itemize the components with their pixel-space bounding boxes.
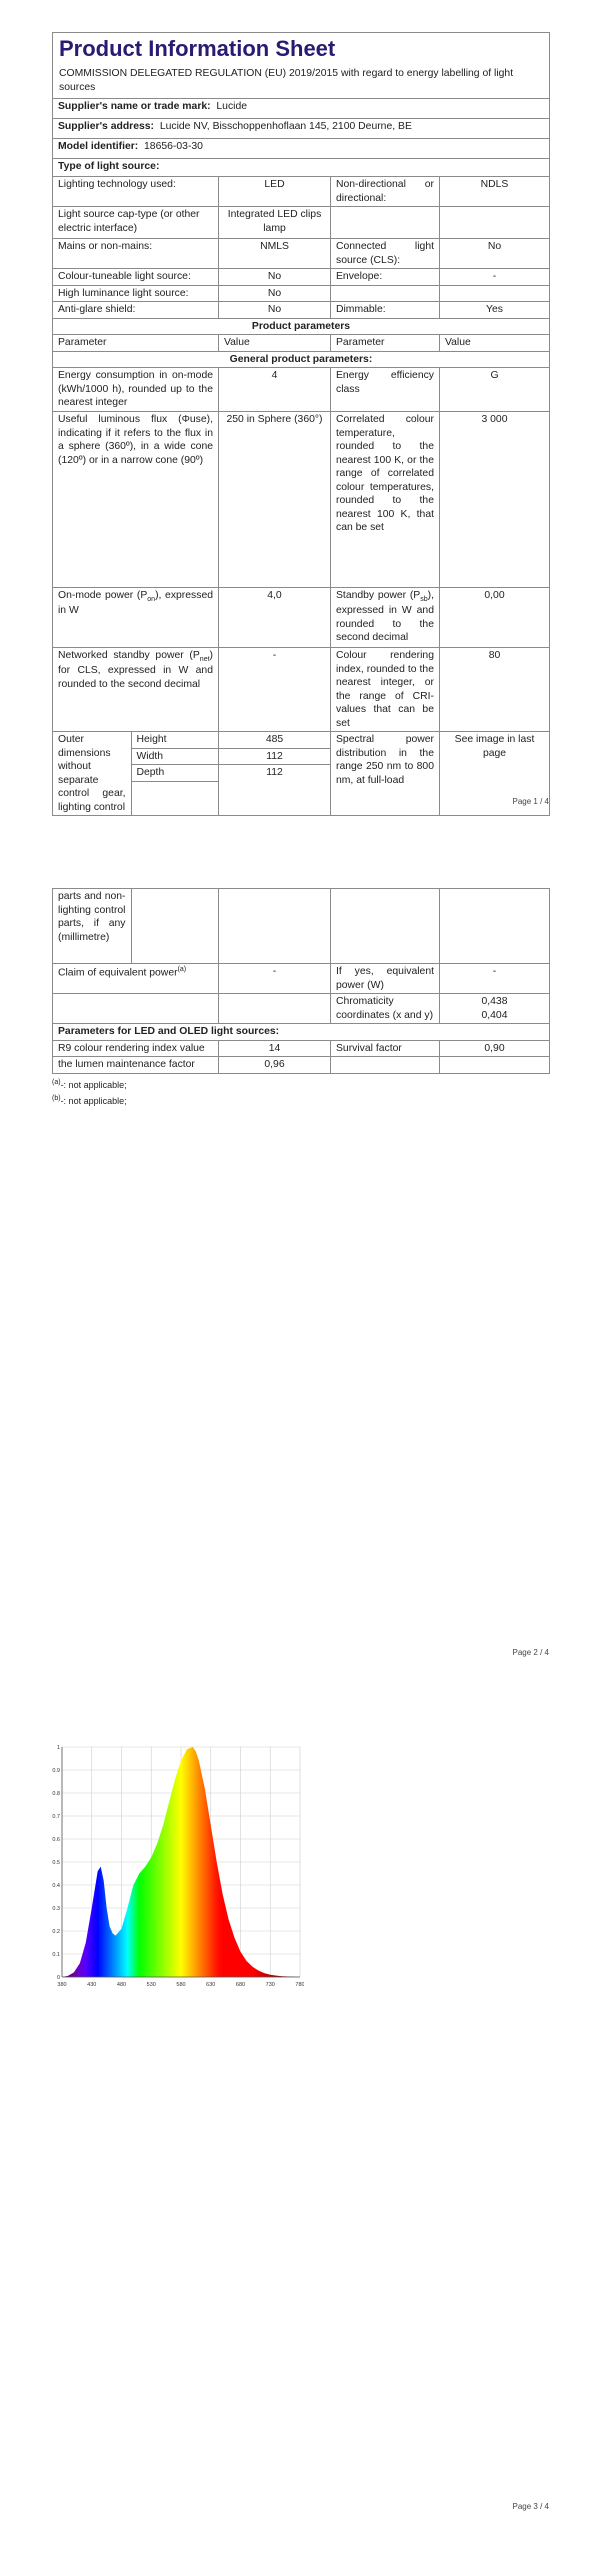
y-tick-label: 0.1 — [52, 1952, 60, 1958]
spectrum-point — [121, 1928, 122, 1929]
lumen-maintenance-value: 0,96 — [219, 1057, 331, 1074]
param-value: 3 000 — [440, 412, 550, 588]
spectrum-point — [181, 1760, 182, 1761]
y-tick-label: 0.2 — [52, 1929, 60, 1935]
dimensions-label: Outer dimensions without separate control gear, lighting control — [53, 732, 131, 815]
spectrum-point — [106, 1908, 107, 1909]
type-label: Mains or non-mains: — [53, 239, 219, 269]
x-tick-label: 430 — [87, 1982, 97, 1988]
empty-cell — [331, 1057, 440, 1074]
empty-cell — [219, 994, 331, 1024]
footnotes — [52, 1076, 549, 1108]
spectrum-point — [187, 1749, 188, 1750]
spectrum-point — [276, 1975, 277, 1976]
empty-cell — [440, 889, 550, 964]
dimension-value: 112 — [219, 748, 330, 765]
empty-cell — [440, 1057, 550, 1074]
dimension-value: 485 — [219, 732, 330, 748]
param-value: 4,0 — [219, 588, 331, 648]
spectrum-point — [228, 1919, 229, 1920]
dimension-value: 112 — [266, 767, 283, 779]
param-label: Networked standby power $(P_{net})$ for CLS, expressed in W and rounded to the second decimal — [53, 648, 219, 732]
spectrum-point — [175, 1779, 176, 1780]
chromaticity-value — [440, 994, 550, 1024]
dimension-name: Height — [131, 732, 218, 748]
y-tick-label: 0.6 — [52, 1837, 60, 1843]
claim-label: Claim of equivalent power$^{(a)}$ — [53, 964, 219, 994]
page-footer: Page 3 / 4 — [512, 2502, 549, 2511]
type-value: No — [219, 285, 331, 302]
column-header: Parameter — [53, 335, 219, 352]
empty-cell — [331, 207, 440, 239]
page-2 — [52, 888, 549, 1108]
title-block — [53, 33, 550, 99]
type-heading: Type of light source: — [53, 159, 550, 177]
general-parameters-heading: General product parameters: — [53, 351, 550, 368]
spectrum-point — [112, 1933, 113, 1934]
param-label: Useful luminous flux (Φuse), indicating if it refers to the flux in a sphere (360º), in a wide cone (120º) or in a narrow cone (90º) — [53, 412, 219, 588]
r9-value: 14 — [219, 1040, 331, 1057]
supplier-name-label: Supplier's name or trade mark: — [58, 101, 211, 112]
param-value: 0,00 — [440, 588, 550, 648]
x-tick-label: 580 — [176, 1982, 186, 1988]
type-label: Dimmable: — [331, 302, 440, 319]
spectrum-point — [282, 1976, 283, 1977]
spectrum-point — [216, 1862, 217, 1863]
param-label: Colour rendering index, rounded to the nearest integer, or the range of CRI-values that can be set — [331, 648, 440, 732]
spectrum-point — [195, 1751, 196, 1752]
spectrum-point — [103, 1880, 104, 1881]
dimensions-cell-continued — [53, 889, 219, 964]
spd-value: See image in last page — [440, 732, 550, 816]
y-tick-label: 0.9 — [52, 1768, 60, 1774]
param-label: On-mode power $(P_{on})$, expressed in W — [53, 588, 219, 648]
spectrum-point — [270, 1974, 271, 1975]
spectrum-point — [79, 1963, 80, 1964]
x-tick-label: 530 — [146, 1982, 156, 1988]
y-tick-label: 0.8 — [52, 1791, 60, 1797]
spectrum-point — [163, 1825, 164, 1826]
empty-cell — [440, 285, 550, 302]
param-label: Correlated colour temperature, rounded to the nearest 100 K, or the range of correlated colour temperatures, rounded to the nearest 100 K, that can be set — [331, 412, 440, 588]
column-header: Parameter — [331, 335, 440, 352]
type-value: NDLS — [440, 177, 550, 207]
supplier-name-value: Lucide — [216, 101, 248, 112]
empty-cell — [331, 889, 440, 964]
footnote: $^{(b)}$-: not applicable; — [52, 1094, 127, 1106]
spectrum-point — [109, 1926, 110, 1927]
supplier-address-value: Lucide NV, Bisschoppenhoflaan 145, 2100 Deurne, BE — [159, 121, 412, 132]
type-value: No — [219, 269, 331, 286]
spectrum-point — [193, 1747, 194, 1748]
equivalent-power-value: - — [440, 964, 550, 994]
spectrum-point — [258, 1970, 259, 1971]
type-value: No — [219, 302, 331, 319]
y-tick-label: 0.3 — [52, 1906, 60, 1912]
page-footer: Page 2 / 4 — [512, 1648, 549, 1657]
x-tick-label: 480 — [116, 1982, 127, 1988]
footnote: $^{(a)}$-: not applicable; — [52, 1078, 127, 1090]
param-label: Standby power $(P_{sb})$, expressed in W and rounded to the second decimal — [331, 588, 440, 648]
spectrum-point — [204, 1788, 205, 1789]
param-label: Energy efficiency class — [331, 368, 440, 412]
type-label: Connected light source (CLS): — [331, 239, 440, 269]
type-label: Non-directional or directional: — [331, 177, 440, 207]
spectrum-point — [210, 1825, 211, 1826]
y-tick-label: 0.7 — [52, 1814, 60, 1820]
model-label: Model identifier: — [58, 141, 139, 152]
survival-factor-value: 0,90 — [440, 1040, 550, 1057]
spectrum-point — [198, 1760, 199, 1761]
spd-label: Spectral power distribution in the range 250 nm to 800 nm, at full-load — [331, 732, 440, 816]
model-row — [53, 139, 550, 159]
spectrum-point — [169, 1802, 170, 1803]
param-value: 250 in Sphere (360°) — [219, 412, 331, 588]
type-label: Anti-glare shield: — [53, 302, 219, 319]
type-value: - — [440, 269, 550, 286]
y-tick-label: 1 — [56, 1745, 60, 1751]
type-label: Envelope: — [331, 269, 440, 286]
spectrum-point — [139, 1873, 140, 1874]
supplier-address-label: Supplier's address: — [58, 121, 155, 132]
param-label: Energy consumption in on-mode (kWh/1000 h), rounded up to the nearest integer — [53, 368, 219, 412]
type-value: Yes — [440, 302, 550, 319]
spectrum-point — [264, 1973, 265, 1974]
spectrum-point — [240, 1951, 241, 1952]
empty-cell — [53, 994, 219, 1024]
regulation-text: COMMISSION DELEGATED REGULATION (EU) 2019/2015 with regard to energy labelling of light sources — [59, 68, 514, 93]
led-parameters-heading: Parameters for LED and OLED light sources: — [53, 1024, 550, 1041]
empty-cell — [219, 889, 331, 964]
dimensions-label-continued: parts and non-lighting control parts, if any (millimetre) — [53, 889, 131, 963]
spectrum-point — [234, 1938, 235, 1939]
r9-label: R9 colour rendering index value — [53, 1040, 219, 1057]
spectrum-point — [100, 1866, 101, 1867]
spectrum-point — [91, 1908, 92, 1909]
type-value: LED — [219, 177, 331, 207]
spectrum-point — [157, 1843, 158, 1844]
spectrum-point — [222, 1894, 223, 1895]
page-1 — [52, 32, 549, 816]
page-footer: Page 1 / 4 — [512, 797, 549, 806]
spectrum-point — [115, 1935, 116, 1936]
equivalent-power-label: If yes, equivalent power (W) — [331, 964, 440, 994]
param-value: 80 — [440, 648, 550, 732]
product-info-table-page-2 — [52, 888, 550, 1074]
dimension-values-cell — [219, 732, 331, 816]
spectrum-point — [68, 1975, 69, 1976]
model-value: 18656-03-30 — [144, 141, 203, 152]
x-tick-label: 730 — [265, 1982, 275, 1988]
spectrum-point — [127, 1908, 128, 1909]
param-value: G — [440, 368, 550, 412]
x-tick-label: 680 — [235, 1982, 246, 1988]
param-value: - — [219, 648, 331, 732]
spectrum-point — [74, 1972, 75, 1973]
chromaticity-y: 0,404 — [481, 1009, 508, 1021]
type-value: No — [440, 239, 550, 269]
column-header: Value — [440, 335, 550, 352]
dimension-name: Width — [131, 748, 218, 765]
y-tick-label: 0.5 — [52, 1860, 60, 1866]
claim-value: - — [219, 964, 331, 994]
lumen-maintenance-label: the lumen maintenance factor — [53, 1057, 219, 1074]
empty-cell — [331, 285, 440, 302]
type-value: Integrated LED clips lamp — [219, 207, 331, 239]
type-label: High luminance light source: — [53, 285, 219, 302]
chromaticity-label: Chromaticity coordinates (x and y) — [331, 994, 440, 1024]
column-header: Value — [219, 335, 331, 352]
x-tick-label: 380 — [57, 1982, 67, 1988]
type-label: Lighting technology used: — [53, 177, 219, 207]
x-tick-label: 780 — [295, 1982, 304, 1988]
supplier-name-row — [53, 99, 550, 119]
dimensions-cell — [53, 732, 219, 816]
param-value: 4 — [219, 368, 331, 412]
supplier-address-row — [53, 119, 550, 139]
spectrum-point — [133, 1885, 134, 1886]
x-tick-label: 630 — [206, 1982, 216, 1988]
dimension-name: Depth — [131, 765, 218, 782]
survival-factor-label: Survival factor — [331, 1040, 440, 1057]
spectrum-point — [252, 1966, 253, 1967]
y-tick-label: 0 — [56, 1975, 60, 1981]
product-info-table-page-1 — [52, 32, 550, 816]
spectrum-point — [85, 1942, 86, 1943]
spectral-distribution-chart — [52, 1742, 304, 1996]
spectral-chart-svg — [52, 1742, 304, 1996]
type-label: Colour-tuneable light source: — [53, 269, 219, 286]
type-value: NMLS — [219, 239, 331, 269]
spectrum-point — [151, 1857, 152, 1858]
spectrum-point — [97, 1871, 98, 1872]
empty-cell — [440, 207, 550, 239]
spectrum-point — [145, 1866, 146, 1867]
page-title: Product Information Sheet — [59, 36, 336, 61]
type-label: Light source cap-type (or other electric interface) — [53, 207, 219, 239]
chromaticity-x: 0,438 — [481, 996, 508, 1008]
y-tick-label: 0.4 — [52, 1883, 60, 1889]
spectrum-point — [246, 1961, 247, 1962]
product-parameters-heading: Product parameters — [53, 318, 550, 335]
